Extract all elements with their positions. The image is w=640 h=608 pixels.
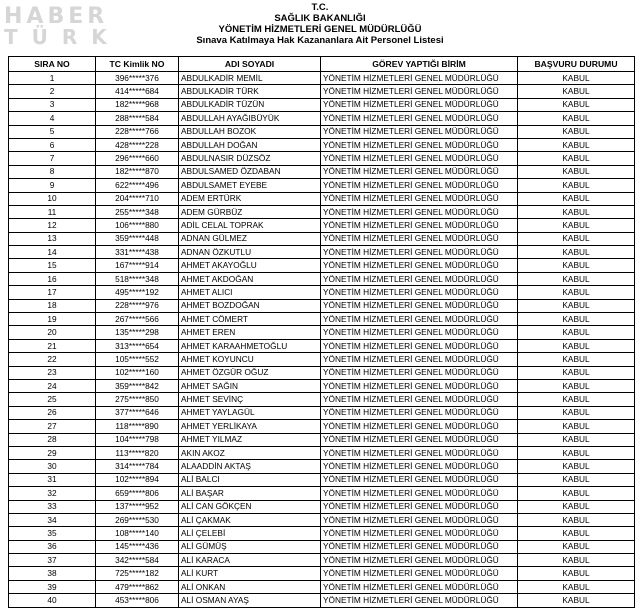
cell-gorev-birim: YÖNETİM HİZMETLERİ GENEL MÜDÜRLÜĞÜ: [321, 339, 518, 352]
cell-adi-soyadi: ADEM GÜRBÜZ: [179, 205, 321, 218]
table-row: [9, 420, 635, 433]
cell-adi-soyadi: ABDULKADİR MEMİL: [179, 72, 321, 85]
cell-sira-no: 27: [9, 420, 96, 433]
cell-basvuru-durumu: KABUL: [518, 138, 635, 151]
cell-adi-soyadi: ABDULSAMET EYEBE: [179, 179, 321, 192]
cell-gorev-birim: YÖNETİM HİZMETLERİ GENEL MÜDÜRLÜĞÜ: [321, 379, 518, 392]
cell-adi-soyadi: AHMET AKAYOĞLU: [179, 259, 321, 272]
table-row: [9, 527, 635, 540]
cell-basvuru-durumu: KABUL: [518, 98, 635, 111]
cell-tc-kimlik-no: 255*****348: [96, 205, 179, 218]
table-row: [9, 232, 635, 245]
cell-adi-soyadi: AHMET SAĞIN: [179, 379, 321, 392]
cell-sira-no: 3: [9, 98, 96, 111]
cell-tc-kimlik-no: 228*****766: [96, 125, 179, 138]
cell-basvuru-durumu: KABUL: [518, 72, 635, 85]
cell-adi-soyadi: AHMET AKDOĞAN: [179, 272, 321, 285]
table-row: [9, 379, 635, 392]
cell-gorev-birim: YÖNETİM HİZMETLERİ GENEL MÜDÜRLÜĞÜ: [321, 112, 518, 125]
table-row: [9, 473, 635, 486]
table-row: [9, 594, 635, 607]
cell-gorev-birim: YÖNETİM HİZMETLERİ GENEL MÜDÜRLÜĞÜ: [321, 487, 518, 500]
cell-basvuru-durumu: KABUL: [518, 540, 635, 553]
cell-gorev-birim: YÖNETİM HİZMETLERİ GENEL MÜDÜRLÜĞÜ: [321, 138, 518, 151]
cell-tc-kimlik-no: 518*****348: [96, 272, 179, 285]
cell-tc-kimlik-no: 275*****850: [96, 393, 179, 406]
cell-basvuru-durumu: KABUL: [518, 219, 635, 232]
cell-sira-no: 2: [9, 85, 96, 98]
cell-sira-no: 17: [9, 286, 96, 299]
cell-gorev-birim: YÖNETİM HİZMETLERİ GENEL MÜDÜRLÜĞÜ: [321, 152, 518, 165]
cell-basvuru-durumu: KABUL: [518, 393, 635, 406]
cell-tc-kimlik-no: 137*****952: [96, 500, 179, 513]
table-row: [9, 205, 635, 218]
cell-sira-no: 18: [9, 299, 96, 312]
cell-gorev-birim: YÖNETİM HİZMETLERİ GENEL MÜDÜRLÜĞÜ: [321, 393, 518, 406]
cell-adi-soyadi: AHMET KARAAHMETOĞLU: [179, 339, 321, 352]
cell-gorev-birim: YÖNETİM HİZMETLERİ GENEL MÜDÜRLÜĞÜ: [321, 433, 518, 446]
cell-basvuru-durumu: KABUL: [518, 473, 635, 486]
column-header-basvuru-durumu: BAŞVURU DURUMU: [518, 57, 635, 72]
cell-basvuru-durumu: KABUL: [518, 272, 635, 285]
cell-tc-kimlik-no: 182*****968: [96, 98, 179, 111]
cell-gorev-birim: YÖNETİM HİZMETLERİ GENEL MÜDÜRLÜĞÜ: [321, 446, 518, 459]
table-row: [9, 513, 635, 526]
table-row: [9, 460, 635, 473]
cell-basvuru-durumu: KABUL: [518, 152, 635, 165]
cell-sira-no: 14: [9, 246, 96, 259]
cell-adi-soyadi: ALİ CAN GÖKÇEN: [179, 500, 321, 513]
table-row: [9, 446, 635, 459]
cell-tc-kimlik-no: 359*****448: [96, 232, 179, 245]
cell-adi-soyadi: AHMET SEVİNÇ: [179, 393, 321, 406]
cell-sira-no: 11: [9, 205, 96, 218]
cell-tc-kimlik-no: 145*****436: [96, 540, 179, 553]
personnel-table: [8, 56, 635, 608]
cell-sira-no: 38: [9, 567, 96, 580]
cell-tc-kimlik-no: 105*****552: [96, 353, 179, 366]
cell-basvuru-durumu: KABUL: [518, 165, 635, 178]
cell-sira-no: 28: [9, 433, 96, 446]
cell-adi-soyadi: AHMET YERLİKAYA: [179, 420, 321, 433]
cell-gorev-birim: YÖNETİM HİZMETLERİ GENEL MÜDÜRLÜĞÜ: [321, 98, 518, 111]
cell-basvuru-durumu: KABUL: [518, 500, 635, 513]
cell-sira-no: 30: [9, 460, 96, 473]
cell-tc-kimlik-no: 359*****842: [96, 379, 179, 392]
table-row: [9, 72, 635, 85]
table-row: [9, 554, 635, 567]
cell-gorev-birim: YÖNETİM HİZMETLERİ GENEL MÜDÜRLÜĞÜ: [321, 353, 518, 366]
cell-basvuru-durumu: KABUL: [518, 299, 635, 312]
cell-sira-no: 13: [9, 232, 96, 245]
cell-sira-no: 21: [9, 339, 96, 352]
cell-sira-no: 15: [9, 259, 96, 272]
table-body: [9, 72, 635, 608]
table-row: [9, 246, 635, 259]
cell-basvuru-durumu: KABUL: [518, 406, 635, 419]
header-line-3: YÖNETİM HİZMETLERİ GENEL MÜDÜRLÜĞÜ: [218, 24, 422, 35]
cell-adi-soyadi: ABDULSAMED ÖZDABAN: [179, 165, 321, 178]
cell-gorev-birim: YÖNETİM HİZMETLERİ GENEL MÜDÜRLÜĞÜ: [321, 554, 518, 567]
cell-gorev-birim: YÖNETİM HİZMETLERİ GENEL MÜDÜRLÜĞÜ: [321, 85, 518, 98]
cell-tc-kimlik-no: 102*****160: [96, 366, 179, 379]
cell-tc-kimlik-no: 296*****660: [96, 152, 179, 165]
cell-adi-soyadi: AHMET YILMAZ: [179, 433, 321, 446]
cell-tc-kimlik-no: 313*****654: [96, 339, 179, 352]
cell-tc-kimlik-no: 725*****182: [96, 567, 179, 580]
cell-adi-soyadi: ABDULNASIR DÜZSÖZ: [179, 152, 321, 165]
cell-tc-kimlik-no: 228*****976: [96, 299, 179, 312]
cell-tc-kimlik-no: 453*****806: [96, 594, 179, 607]
cell-adi-soyadi: ALİ ONKAN: [179, 580, 321, 593]
cell-sira-no: 34: [9, 513, 96, 526]
cell-adi-soyadi: ALİ OSMAN AYAŞ: [179, 594, 321, 607]
cell-sira-no: 36: [9, 540, 96, 553]
cell-sira-no: 39: [9, 580, 96, 593]
cell-basvuru-durumu: KABUL: [518, 246, 635, 259]
cell-sira-no: 5: [9, 125, 96, 138]
table-row: [9, 85, 635, 98]
cell-sira-no: 6: [9, 138, 96, 151]
cell-adi-soyadi: ABDULKADİR TÜZÜN: [179, 98, 321, 111]
cell-adi-soyadi: ALİ GÜMÜŞ: [179, 540, 321, 553]
cell-adi-soyadi: AKIN AKOZ: [179, 446, 321, 459]
cell-gorev-birim: YÖNETİM HİZMETLERİ GENEL MÜDÜRLÜĞÜ: [321, 179, 518, 192]
cell-basvuru-durumu: KABUL: [518, 339, 635, 352]
table-row: [9, 433, 635, 446]
table-row: [9, 272, 635, 285]
cell-basvuru-durumu: KABUL: [518, 112, 635, 125]
cell-basvuru-durumu: KABUL: [518, 85, 635, 98]
cell-gorev-birim: YÖNETİM HİZMETLERİ GENEL MÜDÜRLÜĞÜ: [321, 500, 518, 513]
cell-tc-kimlik-no: 314*****784: [96, 460, 179, 473]
cell-basvuru-durumu: KABUL: [518, 313, 635, 326]
cell-adi-soyadi: ALİ ÇELEBİ: [179, 527, 321, 540]
cell-sira-no: 24: [9, 379, 96, 392]
table-row: [9, 540, 635, 553]
cell-adi-soyadi: AHMET CÖMERT: [179, 313, 321, 326]
cell-basvuru-durumu: KABUL: [518, 232, 635, 245]
cell-gorev-birim: YÖNETİM HİZMETLERİ GENEL MÜDÜRLÜĞÜ: [321, 205, 518, 218]
cell-sira-no: 4: [9, 112, 96, 125]
cell-adi-soyadi: ABDULLAH DOĞAN: [179, 138, 321, 151]
table-row: [9, 299, 635, 312]
cell-basvuru-durumu: KABUL: [518, 446, 635, 459]
cell-basvuru-durumu: KABUL: [518, 460, 635, 473]
cell-tc-kimlik-no: 479*****862: [96, 580, 179, 593]
table-row: [9, 326, 635, 339]
cell-sira-no: 35: [9, 527, 96, 540]
cell-basvuru-durumu: KABUL: [518, 353, 635, 366]
cell-basvuru-durumu: KABUL: [518, 594, 635, 607]
cell-gorev-birim: YÖNETİM HİZMETLERİ GENEL MÜDÜRLÜĞÜ: [321, 72, 518, 85]
cell-gorev-birim: YÖNETİM HİZMETLERİ GENEL MÜDÜRLÜĞÜ: [321, 219, 518, 232]
cell-adi-soyadi: ADNAN ÖZKUTLU: [179, 246, 321, 259]
cell-sira-no: 22: [9, 353, 96, 366]
cell-adi-soyadi: AHMET ALICI: [179, 286, 321, 299]
cell-adi-soyadi: AHMET ÖZGÜR OĞUZ: [179, 366, 321, 379]
cell-adi-soyadi: ABDULLAH AYAĞIBÜYÜK: [179, 112, 321, 125]
cell-adi-soyadi: ADNAN GÜLMEZ: [179, 232, 321, 245]
cell-adi-soyadi: ALAADDİN AKTAŞ: [179, 460, 321, 473]
table-row: [9, 567, 635, 580]
cell-sira-no: 20: [9, 326, 96, 339]
cell-sira-no: 23: [9, 366, 96, 379]
cell-gorev-birim: YÖNETİM HİZMETLERİ GENEL MÜDÜRLÜĞÜ: [321, 286, 518, 299]
cell-tc-kimlik-no: 331*****438: [96, 246, 179, 259]
cell-tc-kimlik-no: 495*****192: [96, 286, 179, 299]
table-row: [9, 580, 635, 593]
table-row: [9, 98, 635, 111]
cell-tc-kimlik-no: 377*****646: [96, 406, 179, 419]
cell-tc-kimlik-no: 428*****228: [96, 138, 179, 151]
cell-basvuru-durumu: KABUL: [518, 326, 635, 339]
column-header-tc-kimlik-no: TC Kimlik NO: [96, 57, 179, 72]
table-row: [9, 313, 635, 326]
table-row: [9, 112, 635, 125]
cell-basvuru-durumu: KABUL: [518, 527, 635, 540]
cell-sira-no: 29: [9, 446, 96, 459]
table-row: [9, 259, 635, 272]
table-row: [9, 353, 635, 366]
cell-sira-no: 8: [9, 165, 96, 178]
cell-tc-kimlik-no: 342*****584: [96, 554, 179, 567]
cell-tc-kimlik-no: 104*****798: [96, 433, 179, 446]
cell-gorev-birim: YÖNETİM HİZMETLERİ GENEL MÜDÜRLÜĞÜ: [321, 313, 518, 326]
cell-basvuru-durumu: KABUL: [518, 366, 635, 379]
cell-basvuru-durumu: KABUL: [518, 259, 635, 272]
cell-tc-kimlik-no: 269*****530: [96, 513, 179, 526]
cell-basvuru-durumu: KABUL: [518, 513, 635, 526]
cell-adi-soyadi: ADİL CELAL TOPRAK: [179, 219, 321, 232]
cell-tc-kimlik-no: 167*****914: [96, 259, 179, 272]
table-row: [9, 487, 635, 500]
table-row: [9, 500, 635, 513]
cell-basvuru-durumu: KABUL: [518, 433, 635, 446]
cell-tc-kimlik-no: 113*****820: [96, 446, 179, 459]
cell-adi-soyadi: ABDULKADİR TÜRK: [179, 85, 321, 98]
table-row: [9, 339, 635, 352]
cell-tc-kimlik-no: 414*****684: [96, 85, 179, 98]
cell-gorev-birim: YÖNETİM HİZMETLERİ GENEL MÜDÜRLÜĞÜ: [321, 594, 518, 607]
watermark-line-1: HABER: [4, 4, 109, 29]
cell-sira-no: 10: [9, 192, 96, 205]
cell-gorev-birim: YÖNETİM HİZMETLERİ GENEL MÜDÜRLÜĞÜ: [321, 406, 518, 419]
cell-sira-no: 1: [9, 72, 96, 85]
header-line-1: T.C.: [311, 2, 329, 13]
cell-gorev-birim: YÖNETİM HİZMETLERİ GENEL MÜDÜRLÜĞÜ: [321, 232, 518, 245]
cell-sira-no: 7: [9, 152, 96, 165]
cell-gorev-birim: YÖNETİM HİZMETLERİ GENEL MÜDÜRLÜĞÜ: [321, 299, 518, 312]
cell-sira-no: 33: [9, 500, 96, 513]
cell-basvuru-durumu: KABUL: [518, 179, 635, 192]
watermark-line-2: TÜRK: [4, 25, 121, 49]
cell-gorev-birim: YÖNETİM HİZMETLERİ GENEL MÜDÜRLÜĞÜ: [321, 192, 518, 205]
cell-adi-soyadi: AHMET EREN: [179, 326, 321, 339]
cell-tc-kimlik-no: 118*****890: [96, 420, 179, 433]
cell-sira-no: 16: [9, 272, 96, 285]
cell-adi-soyadi: ALİ KURT: [179, 567, 321, 580]
cell-sira-no: 26: [9, 406, 96, 419]
cell-sira-no: 37: [9, 554, 96, 567]
cell-adi-soyadi: ALİ ÇAKMAK: [179, 513, 321, 526]
cell-adi-soyadi: ALİ BAŞAR: [179, 487, 321, 500]
cell-gorev-birim: YÖNETİM HİZMETLERİ GENEL MÜDÜRLÜĞÜ: [321, 272, 518, 285]
column-header-gorev-birim: GÖREV YAPTIĞI BİRİM: [321, 57, 518, 72]
table-row: [9, 179, 635, 192]
table-row: [9, 406, 635, 419]
cell-gorev-birim: YÖNETİM HİZMETLERİ GENEL MÜDÜRLÜĞÜ: [321, 125, 518, 138]
cell-gorev-birim: YÖNETİM HİZMETLERİ GENEL MÜDÜRLÜĞÜ: [321, 420, 518, 433]
cell-adi-soyadi: AHMET BOZDOĞAN: [179, 299, 321, 312]
table-row: [9, 192, 635, 205]
table-row: [9, 165, 635, 178]
cell-basvuru-durumu: KABUL: [518, 286, 635, 299]
cell-gorev-birim: YÖNETİM HİZMETLERİ GENEL MÜDÜRLÜĞÜ: [321, 246, 518, 259]
table-row: [9, 152, 635, 165]
table-row: [9, 219, 635, 232]
cell-basvuru-durumu: KABUL: [518, 554, 635, 567]
document-header: [0, 0, 640, 49]
cell-adi-soyadi: ADEM ERTÜRK: [179, 192, 321, 205]
cell-tc-kimlik-no: 659*****806: [96, 487, 179, 500]
cell-gorev-birim: YÖNETİM HİZMETLERİ GENEL MÜDÜRLÜĞÜ: [321, 527, 518, 540]
cell-gorev-birim: YÖNETİM HİZMETLERİ GENEL MÜDÜRLÜĞÜ: [321, 567, 518, 580]
cell-tc-kimlik-no: 267*****566: [96, 313, 179, 326]
cell-basvuru-durumu: KABUL: [518, 379, 635, 392]
header-line-4: Sınava Katılmaya Hak Kazananlara Ait Personel Listesi: [196, 35, 444, 46]
cell-basvuru-durumu: KABUL: [518, 125, 635, 138]
cell-tc-kimlik-no: 182*****870: [96, 165, 179, 178]
table-row: [9, 138, 635, 151]
table-row: [9, 393, 635, 406]
cell-gorev-birim: YÖNETİM HİZMETLERİ GENEL MÜDÜRLÜĞÜ: [321, 366, 518, 379]
cell-sira-no: 25: [9, 393, 96, 406]
cell-tc-kimlik-no: 135*****298: [96, 326, 179, 339]
header-line-2: SAĞLIK BAKANLIĞI: [274, 13, 366, 24]
cell-tc-kimlik-no: 102*****894: [96, 473, 179, 486]
cell-basvuru-durumu: KABUL: [518, 420, 635, 433]
cell-sira-no: 31: [9, 473, 96, 486]
cell-basvuru-durumu: KABUL: [518, 192, 635, 205]
cell-gorev-birim: YÖNETİM HİZMETLERİ GENEL MÜDÜRLÜĞÜ: [321, 473, 518, 486]
cell-gorev-birim: YÖNETİM HİZMETLERİ GENEL MÜDÜRLÜĞÜ: [321, 326, 518, 339]
cell-sira-no: 9: [9, 179, 96, 192]
cell-basvuru-durumu: KABUL: [518, 487, 635, 500]
cell-basvuru-durumu: KABUL: [518, 567, 635, 580]
cell-tc-kimlik-no: 288*****584: [96, 112, 179, 125]
cell-sira-no: 12: [9, 219, 96, 232]
table-row: [9, 286, 635, 299]
cell-gorev-birim: YÖNETİM HİZMETLERİ GENEL MÜDÜRLÜĞÜ: [321, 259, 518, 272]
cell-tc-kimlik-no: 622*****496: [96, 179, 179, 192]
table-row: [9, 366, 635, 379]
cell-tc-kimlik-no: 108*****140: [96, 527, 179, 540]
cell-sira-no: 19: [9, 313, 96, 326]
cell-gorev-birim: YÖNETİM HİZMETLERİ GENEL MÜDÜRLÜĞÜ: [321, 165, 518, 178]
cell-adi-soyadi: AHMET YAYLAGÜL: [179, 406, 321, 419]
column-header-adi-soyadi: ADI SOYADI: [179, 57, 321, 72]
column-header-sira-no: SIRA NO: [9, 57, 96, 72]
cell-sira-no: 32: [9, 487, 96, 500]
cell-basvuru-durumu: KABUL: [518, 580, 635, 593]
cell-gorev-birim: YÖNETİM HİZMETLERİ GENEL MÜDÜRLÜĞÜ: [321, 540, 518, 553]
cell-gorev-birim: YÖNETİM HİZMETLERİ GENEL MÜDÜRLÜĞÜ: [321, 580, 518, 593]
table-row: [9, 125, 635, 138]
cell-adi-soyadi: ALİ KARACA: [179, 554, 321, 567]
cell-basvuru-durumu: KABUL: [518, 205, 635, 218]
table-header-row: [9, 57, 635, 72]
cell-tc-kimlik-no: 396*****376: [96, 72, 179, 85]
cell-tc-kimlik-no: 106*****880: [96, 219, 179, 232]
cell-sira-no: 40: [9, 594, 96, 607]
cell-adi-soyadi: AHMET KOYUNCU: [179, 353, 321, 366]
cell-gorev-birim: YÖNETİM HİZMETLERİ GENEL MÜDÜRLÜĞÜ: [321, 460, 518, 473]
cell-gorev-birim: YÖNETİM HİZMETLERİ GENEL MÜDÜRLÜĞÜ: [321, 513, 518, 526]
cell-adi-soyadi: ALİ BALCI: [179, 473, 321, 486]
cell-tc-kimlik-no: 204*****710: [96, 192, 179, 205]
cell-adi-soyadi: ABDULLAH BOZOK: [179, 125, 321, 138]
